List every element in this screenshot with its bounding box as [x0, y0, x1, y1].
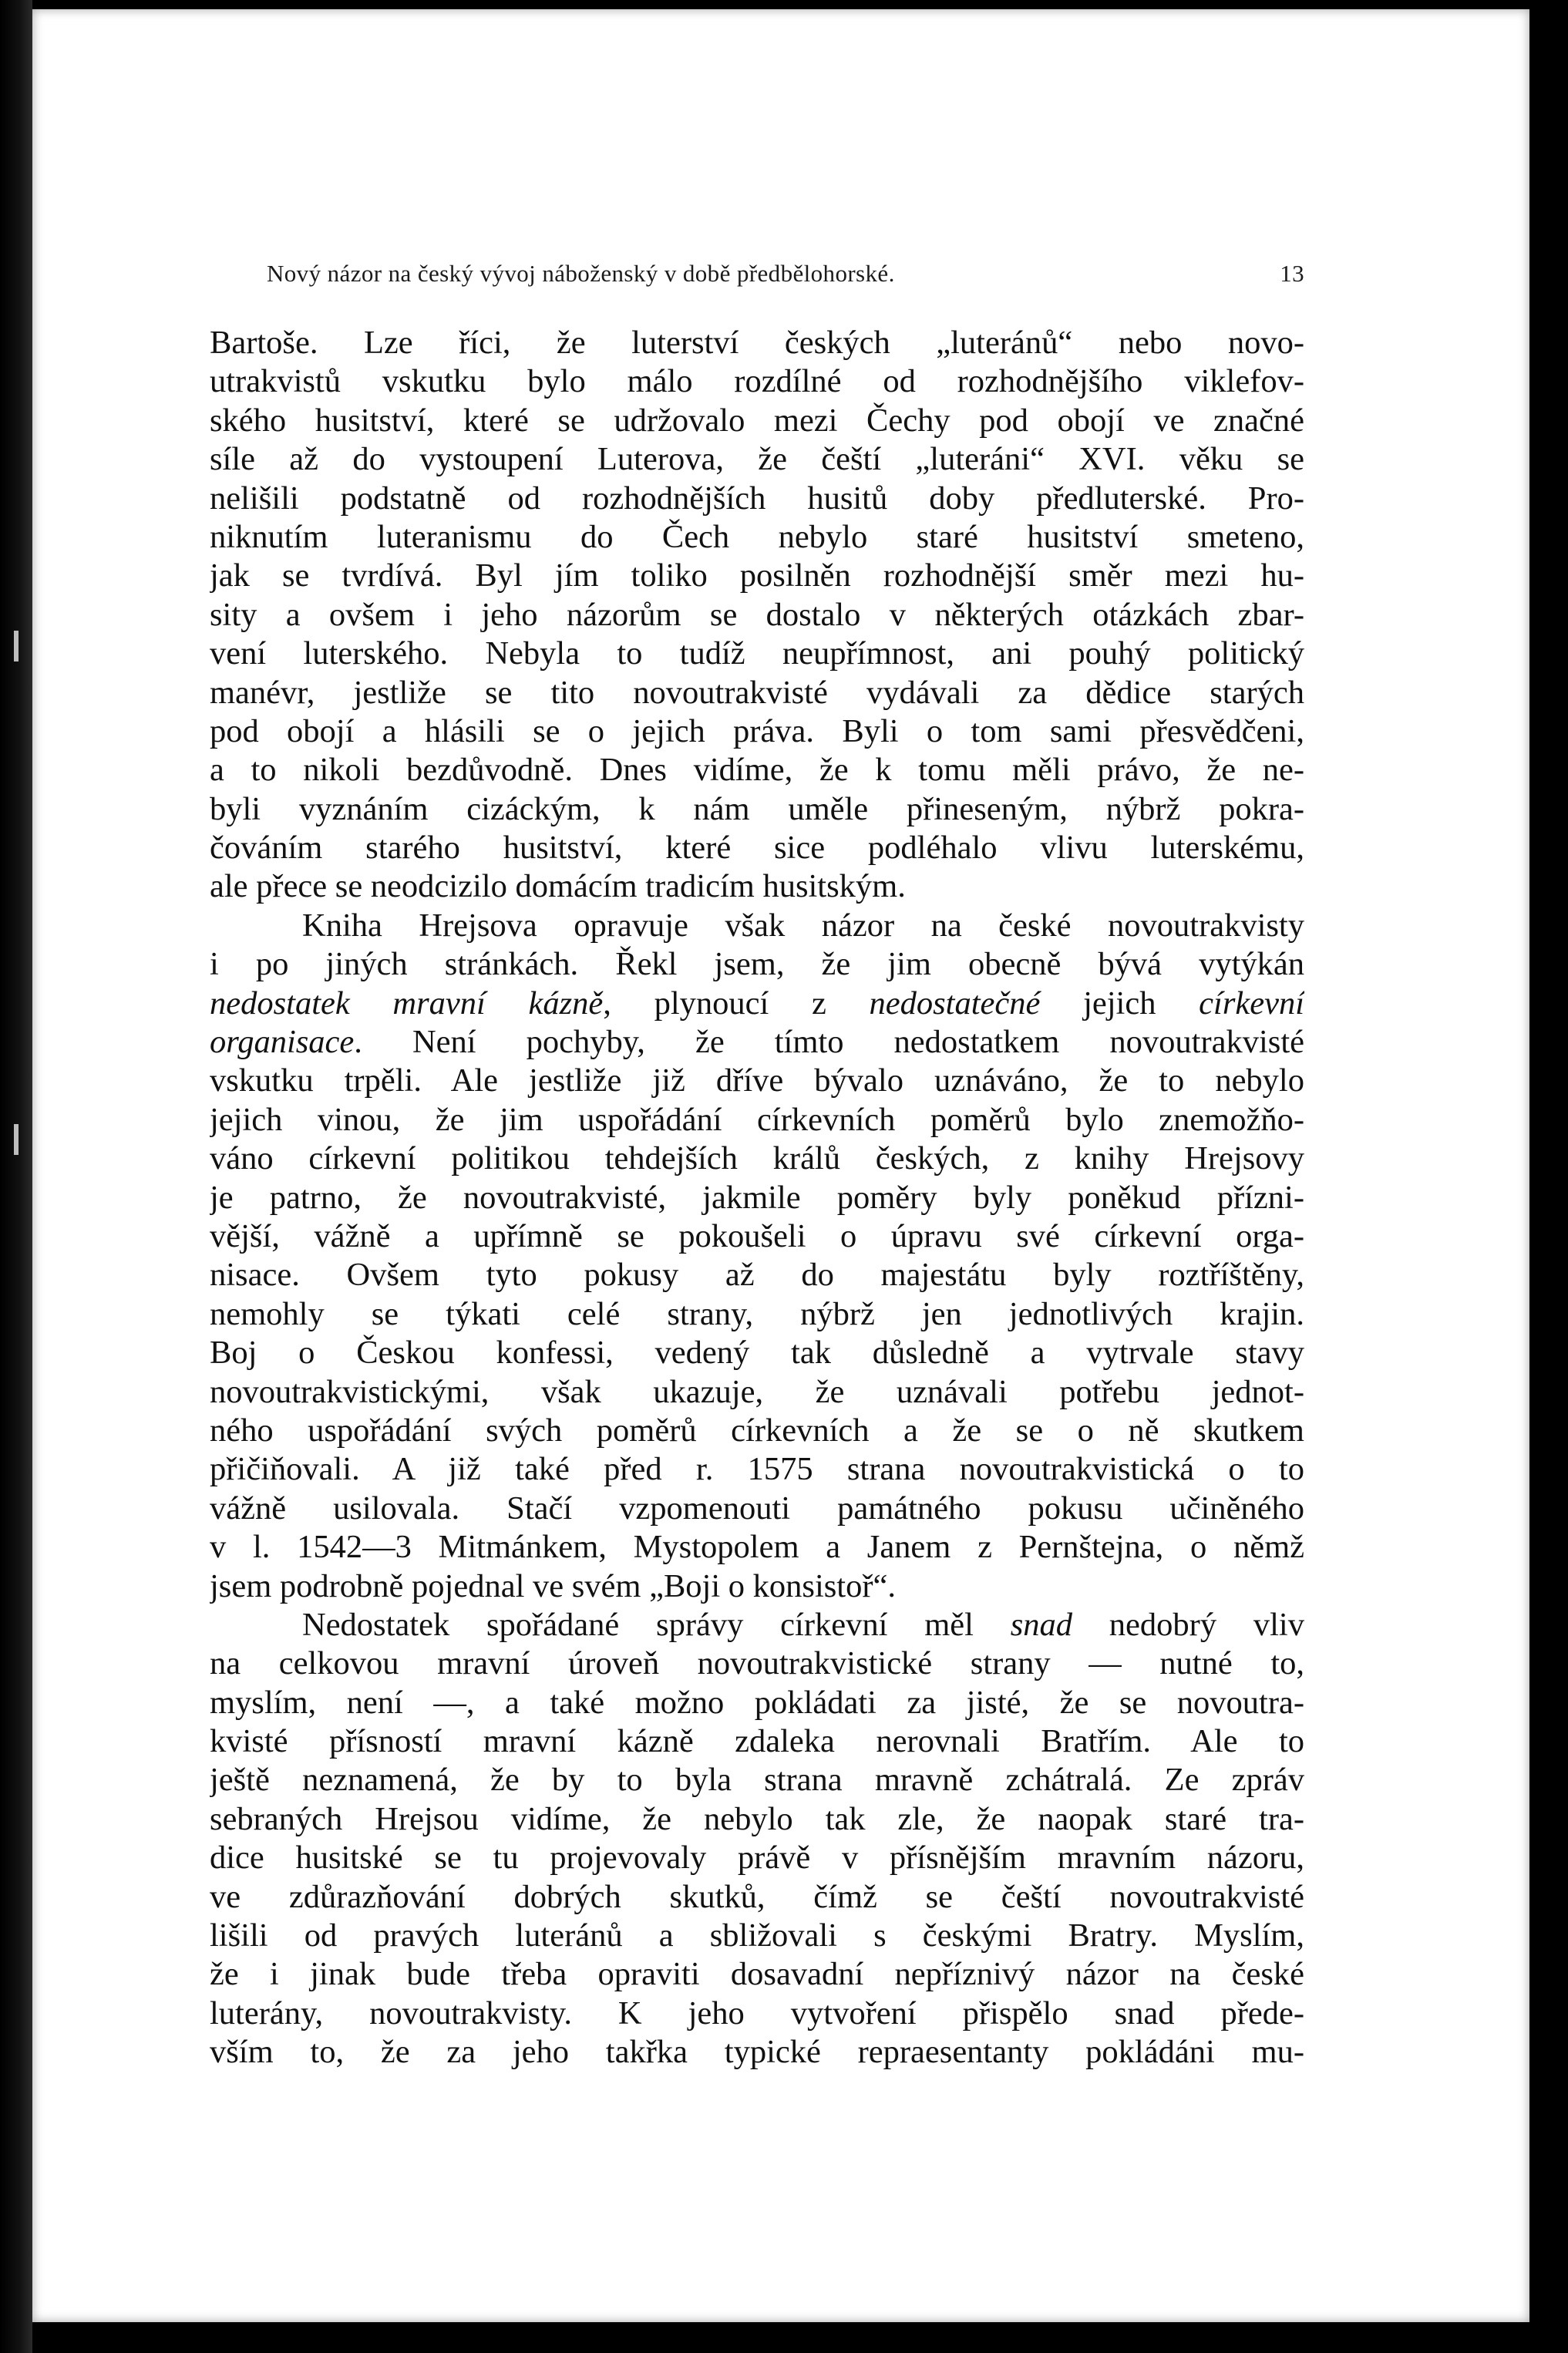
binding-mark	[14, 1124, 19, 1155]
text-segment: a to nikoli bezdůvodně. Dnes vidíme, že k tomu měli právo, že ne-	[210, 752, 1304, 789]
text-segment: lišili od pravých luteránů a sbližovali s českými Bratry. Myslím,	[210, 1917, 1304, 1954]
text-segment: síle až do vystoupení Luterova, že čeští „luteráni“ XVI. věku se	[210, 441, 1304, 478]
text-segment: vení luterského. Nebyla to tudíž neupřímnost, ani pouhý politický	[210, 635, 1304, 672]
text-segment: přičiňovali. A již také před r. 1575 strana novoutrakvistická o to	[210, 1451, 1304, 1488]
italic-emphasis: snad	[1010, 1606, 1073, 1643]
text-line	[210, 674, 1304, 712]
italic-emphasis: nedostatečné	[869, 985, 1041, 1022]
text-line	[210, 557, 1304, 595]
text-segment: sity a ovšem i jeho názorům se dostalo v některých otázkách zbar-	[210, 596, 1304, 633]
text-segment: ale přece se neodcizilo domácím tradicím husitským.	[210, 868, 906, 905]
running-header	[267, 256, 1304, 291]
italic-emphasis: církevní	[1199, 985, 1304, 1022]
text-line	[210, 1722, 1304, 1761]
text-segment: sebraných Hrejsou vidíme, že nebylo tak zle, že naopak staré tra-	[210, 1800, 1304, 1837]
text-segment: vější, vážně a upřímně se pokoušeli o úpravu své církevní orga-	[210, 1217, 1304, 1254]
text-segment: ve zdůrazňování dobrých skutků, čímž se čeští novoutrakvisté	[210, 1878, 1304, 1915]
text-line	[210, 1062, 1304, 1100]
binding-mark	[14, 631, 19, 661]
text-segment: niknutím luteranismu do Čech nebylo staré husitství smeteno,	[210, 518, 1304, 555]
text-segment: dice husitské se tu projevovaly právě v přísnějším mravním názoru,	[210, 1840, 1304, 1877]
text-segment: . Není pochyby, že tímto nedostatkem novoutrakvisté	[354, 1024, 1304, 1061]
text-segment: myslím, není —, a také možno pokládati za jisté, že se novoutra-	[210, 1684, 1304, 1721]
text-segment: jejich vinou, že jim uspořádání církevních poměrů bylo znemožňo-	[210, 1101, 1304, 1138]
text-segment: byli vyznáním cizáckým, k nám uměle přineseným, nýbrž pokra-	[210, 790, 1304, 827]
text-line	[210, 1644, 1304, 1683]
text-segment: vším to, že za jeho takřka typické repraesentanty pokládáni mu-	[210, 2034, 1304, 2071]
text-segment: nedobrý vliv	[1072, 1606, 1304, 1643]
text-line	[210, 635, 1304, 673]
text-line	[210, 1450, 1304, 1489]
text-line	[210, 945, 1304, 984]
text-line	[210, 985, 1304, 1023]
text-segment: nelišili podstatně od rozhodnějších husitů doby předluterské. Pro-	[210, 480, 1304, 517]
text-line	[210, 1994, 1304, 2033]
text-line	[210, 1101, 1304, 1139]
text-segment: ného uspořádání svých poměrů církevních a že se o ně skutkem	[210, 1412, 1304, 1449]
text-line	[210, 907, 1304, 945]
text-segment: Nedostatek spořádané správy církevní měl	[302, 1606, 1011, 1643]
text-segment: váno církevní politikou tehdejších králů českých, z knihy Hrejsovy	[210, 1140, 1304, 1177]
text-line	[210, 867, 1304, 906]
header-title: Nový názor na český vývoj náboženský v době předbělohorské.	[267, 260, 895, 287]
text-line	[210, 1334, 1304, 1372]
text-line	[210, 1139, 1304, 1178]
text-line	[210, 1684, 1304, 1722]
text-line	[210, 402, 1304, 440]
text-segment: nemohly se týkati celé strany, nýbrž jen jednotlivých krajin.	[210, 1295, 1304, 1332]
text-segment: ského husitství, které se udržovalo mezi Čechy pod obojí ve značné	[210, 402, 1304, 439]
text-line	[210, 751, 1304, 789]
text-line	[210, 1606, 1304, 1644]
text-segment: vskutku trpěli. Ale jestliže již dříve bývalo uznáváno, že to nebylo	[210, 1062, 1304, 1099]
text-segment: luterány, novoutrakvisty. K jeho vytvoření přispělo snad přede-	[210, 1994, 1304, 2032]
text-segment: nisace. Ovšem tyto pokusy až do majestátu byly roztříštěny,	[210, 1257, 1304, 1294]
text-segment: že i jinak bude třeba opraviti dosavadní nepříznivý názor na české	[210, 1956, 1304, 1993]
text-line	[210, 1567, 1304, 1606]
text-segment: kvisté přísností mravní kázně zdaleka nerovnali Bratřím. Ale to	[210, 1723, 1304, 1760]
text-segment: v l. 1542—3 Mitmánkem, Mystopolem a Janem z Pernštejna, o němž	[210, 1529, 1304, 1566]
text-line	[210, 1839, 1304, 1877]
text-line	[210, 324, 1304, 362]
text-line	[210, 1800, 1304, 1839]
text-line	[210, 1761, 1304, 1799]
text-segment: čováním starého husitství, které sice podléhalo vlivu luterskému,	[210, 830, 1304, 867]
text-line	[210, 480, 1304, 518]
text-line	[210, 1217, 1304, 1256]
italic-emphasis: nedostatek mravní kázně	[210, 985, 604, 1022]
text-segment: jejich	[1040, 985, 1200, 1022]
text-line	[210, 2033, 1304, 2072]
text-line	[210, 1528, 1304, 1567]
text-line	[210, 1256, 1304, 1294]
text-segment: jak se tvrdívá. Byl jím toliko posilněn rozhodnější směr mezi hu-	[210, 557, 1304, 594]
text-segment: i po jiných stránkách. Řekl jsem, že jim obecně bývá vytýkán	[210, 946, 1304, 983]
text-line	[210, 712, 1304, 751]
page-number: 13	[1280, 260, 1304, 287]
text-line	[210, 1412, 1304, 1450]
text-segment: manévr, jestliže se tito novoutrakvisté vydávali za dědice starých	[210, 674, 1304, 711]
text-segment: utrakvistů vskutku bylo málo rozdílné od rozhodnějšího viklefov-	[210, 363, 1304, 400]
text-segment: je patrno, že novoutrakvisté, jakmile poměry byly poněkud přízni-	[210, 1179, 1304, 1216]
text-line	[210, 1917, 1304, 1955]
text-line	[210, 440, 1304, 479]
text-line	[210, 518, 1304, 557]
text-line	[210, 1955, 1304, 1994]
text-segment: jsem podrobně pojednal ve svém „Boji o konsistoř“.	[210, 1567, 896, 1604]
text-line	[210, 1878, 1304, 1917]
text-segment: na celkovou mravní úroveň novoutrakvistické strany — nutné to,	[210, 1645, 1304, 1682]
text-segment: ještě neznamená, že by to byla strana mravně zchátralá. Ze zpráv	[210, 1762, 1304, 1799]
text-segment: pod obojí a hlásili se o jejich práva. Byli o tom sami přesvědčeni,	[210, 712, 1304, 749]
text-segment: , plynoucí z	[603, 985, 870, 1022]
text-line	[210, 1179, 1304, 1217]
text-segment: vážně usilovala. Stačí vzpomenouti památného pokusu učiněného	[210, 1490, 1304, 1527]
text-segment: novoutrakvistickými, však ukazuje, že uznávali potřebu jednot-	[210, 1373, 1304, 1410]
text-line	[210, 790, 1304, 829]
italic-emphasis: organisace	[210, 1024, 355, 1061]
body-text	[210, 324, 1304, 2072]
text-line	[210, 596, 1304, 635]
text-line	[210, 1023, 1304, 1062]
text-segment: Kniha Hrejsova opravuje však názor na české novoutrakvisty	[302, 907, 1304, 944]
text-segment: Boj o Českou konfessi, vedený tak důsledně a vytrvale stavy	[210, 1335, 1304, 1372]
text-line	[210, 362, 1304, 401]
text-segment: Bartoše. Lze říci, že luterství českých „luteránů“ nebo novo-	[210, 325, 1304, 361]
text-line	[210, 1295, 1304, 1334]
text-line	[210, 1490, 1304, 1528]
text-line	[210, 1373, 1304, 1412]
book-binding-edge	[0, 0, 32, 2353]
text-line	[210, 829, 1304, 867]
